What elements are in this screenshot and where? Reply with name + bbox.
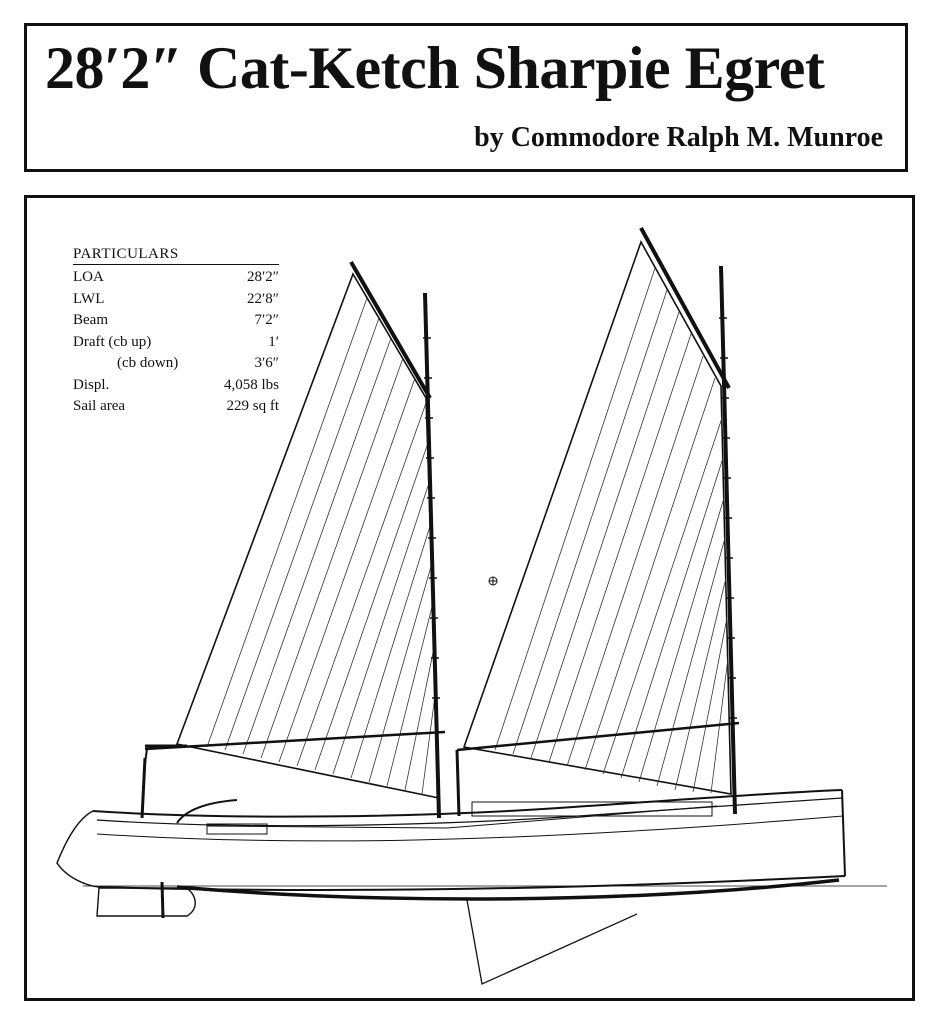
hull <box>57 749 887 899</box>
particulars-row-lwl <box>73 289 279 311</box>
row-value: 229 sq ft <box>226 398 279 415</box>
row-label: Beam <box>73 312 108 329</box>
row-label: (cb down) <box>117 355 179 372</box>
sail-plan-drawing <box>24 195 915 1001</box>
row-label: LOA <box>73 269 104 286</box>
particulars-table <box>73 247 279 418</box>
row-label: Draft (cb up) <box>73 333 152 350</box>
centerboard <box>467 900 637 984</box>
mainsail <box>464 242 731 794</box>
row-label: Sail area <box>73 398 126 415</box>
page-title: 28′2″ Cat-Ketch Sharpie Egret <box>45 35 825 101</box>
row-value: 3′6″ <box>254 355 279 372</box>
particulars-row-loa <box>73 267 279 289</box>
particulars-row-displ <box>73 375 279 397</box>
particulars-row-draft-down <box>73 353 279 375</box>
row-value: 1′ <box>268 333 279 350</box>
designer-byline: by Commodore Ralph M. Munroe <box>474 122 883 153</box>
particulars-row-draft-up <box>73 332 279 354</box>
particulars-row-sail-area <box>73 396 279 418</box>
rudder <box>97 882 195 918</box>
row-value: 22′8″ <box>246 290 279 307</box>
row-value: 7′2″ <box>254 312 279 329</box>
row-value: 4,058 lbs <box>223 376 279 393</box>
row-value: 28′2″ <box>246 269 279 286</box>
particulars-heading: PARTICULARS <box>73 247 279 265</box>
title-block <box>24 23 908 172</box>
row-label: LWL <box>73 290 105 307</box>
particulars-row-beam <box>73 310 279 332</box>
row-label: Displ. <box>73 376 110 393</box>
